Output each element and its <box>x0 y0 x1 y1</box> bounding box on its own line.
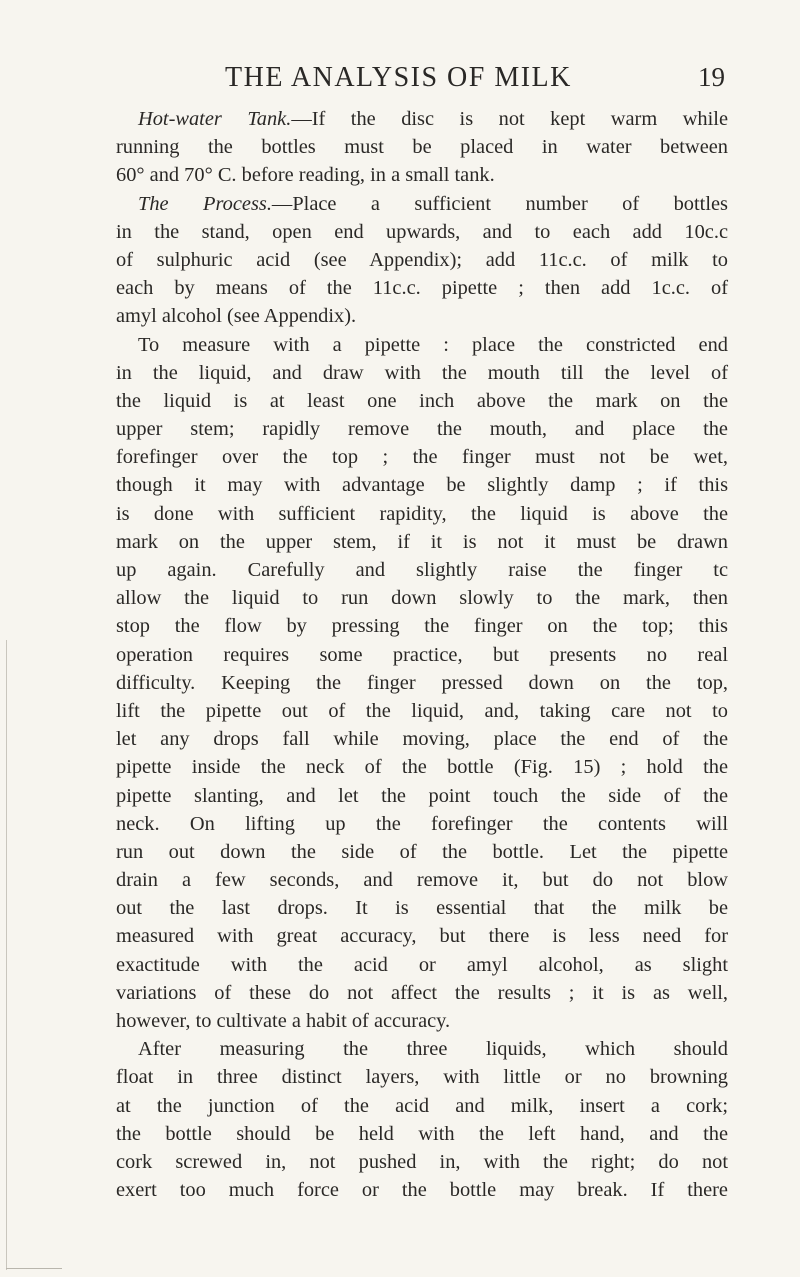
text-line: running the bottles must be placed in water between <box>116 136 728 159</box>
running-header <box>225 62 725 102</box>
text-line: the bottle should be held with the left hand, and the <box>116 1122 728 1145</box>
text-line: though it may with advantage be slightly damp ; if this <box>116 474 728 497</box>
text-line: operation requires some practice, but presents no real <box>116 643 728 666</box>
text-line: upper stem; rapidly remove the mouth, and place the <box>116 418 728 441</box>
text-line: lift the pipette out of the liquid, and, taking care not to <box>116 699 728 722</box>
text-line: let any drops fall while moving, place the end of the <box>116 728 728 751</box>
text-line: allow the liquid to run down slowly to the mark, then <box>116 587 728 610</box>
text-line: amyl alcohol (see Appendix). <box>116 305 357 328</box>
text-line: forefinger over the top ; the finger must not be wet, <box>116 446 728 469</box>
text-line: each by means of the 11c.c. pipette ; then add 1c.c. of <box>116 277 728 300</box>
text-line: To measure with a pipette : place the constricted end <box>138 333 728 356</box>
page-number: 19 <box>698 62 725 92</box>
running-title: THE ANALYSIS OF MILK <box>225 62 572 93</box>
text-line: cork screwed in, not pushed in, with the right; do not <box>116 1150 728 1173</box>
text-line: After measuring the three liquids, which should <box>138 1038 728 1061</box>
body-text <box>116 105 728 1204</box>
text-line: pipette inside the neck of the bottle (Fig. 15) ; hold the <box>116 756 728 779</box>
text-line: neck. On lifting up the forefinger the contents will <box>116 812 728 835</box>
text-line: stop the flow by pressing the finger on the top; this <box>116 615 728 638</box>
text-line: drain a few seconds, and remove it, but do not blow <box>116 869 728 892</box>
text-line: pipette slanting, and let the point touch the side of the <box>116 784 728 807</box>
text-line: variations of these do not affect the results ; it is as well, <box>116 981 728 1004</box>
text-line: out the last drops. It is essential that the milk be <box>116 897 728 920</box>
text-line: at the junction of the acid and milk, insert a cork; <box>116 1094 728 1117</box>
text-line: in the liquid, and draw with the mouth till the level of <box>116 361 728 384</box>
text-line: measured with great accuracy, but there is less need for <box>116 925 728 948</box>
text-line: of sulphuric acid (see Appendix); add 11c.c. of milk to <box>116 248 728 271</box>
text-line: is done with sufficient rapidity, the liquid is above the <box>116 502 728 525</box>
text-line: exert too much force or the bottle may break. If there <box>116 1179 728 1202</box>
text-line: mark on the upper stem, if it is not it must be drawn <box>116 530 728 553</box>
text-line: exactitude with the acid or amyl alcohol, as slight <box>116 953 728 976</box>
text-line: difficulty. Keeping the finger pressed down on the top, <box>116 671 728 694</box>
page-edge-line-bottom <box>6 1268 62 1269</box>
text-line: the liquid is at least one inch above the mark on the <box>116 389 728 412</box>
page-edge-line <box>6 640 7 1270</box>
text-line: up again. Carefully and slightly raise the finger tc <box>116 559 728 581</box>
text-line: float in three distinct layers, with little or no browning <box>116 1066 728 1089</box>
text-line: however, to cultivate a habit of accuracy. <box>116 1010 451 1032</box>
text-line: Hot-water Tank.—If the disc is not kept warm while <box>138 108 728 130</box>
text-line: The Process.—Place a sufficient number of bottles <box>138 192 728 215</box>
text-line: in the stand, open end upwards, and to each add 10c.c <box>116 220 728 243</box>
text-line: run out down the side of the bottle. Let the pipette <box>116 840 728 863</box>
text-line: 60° and 70° C. before reading, in a small tank. <box>116 164 495 187</box>
